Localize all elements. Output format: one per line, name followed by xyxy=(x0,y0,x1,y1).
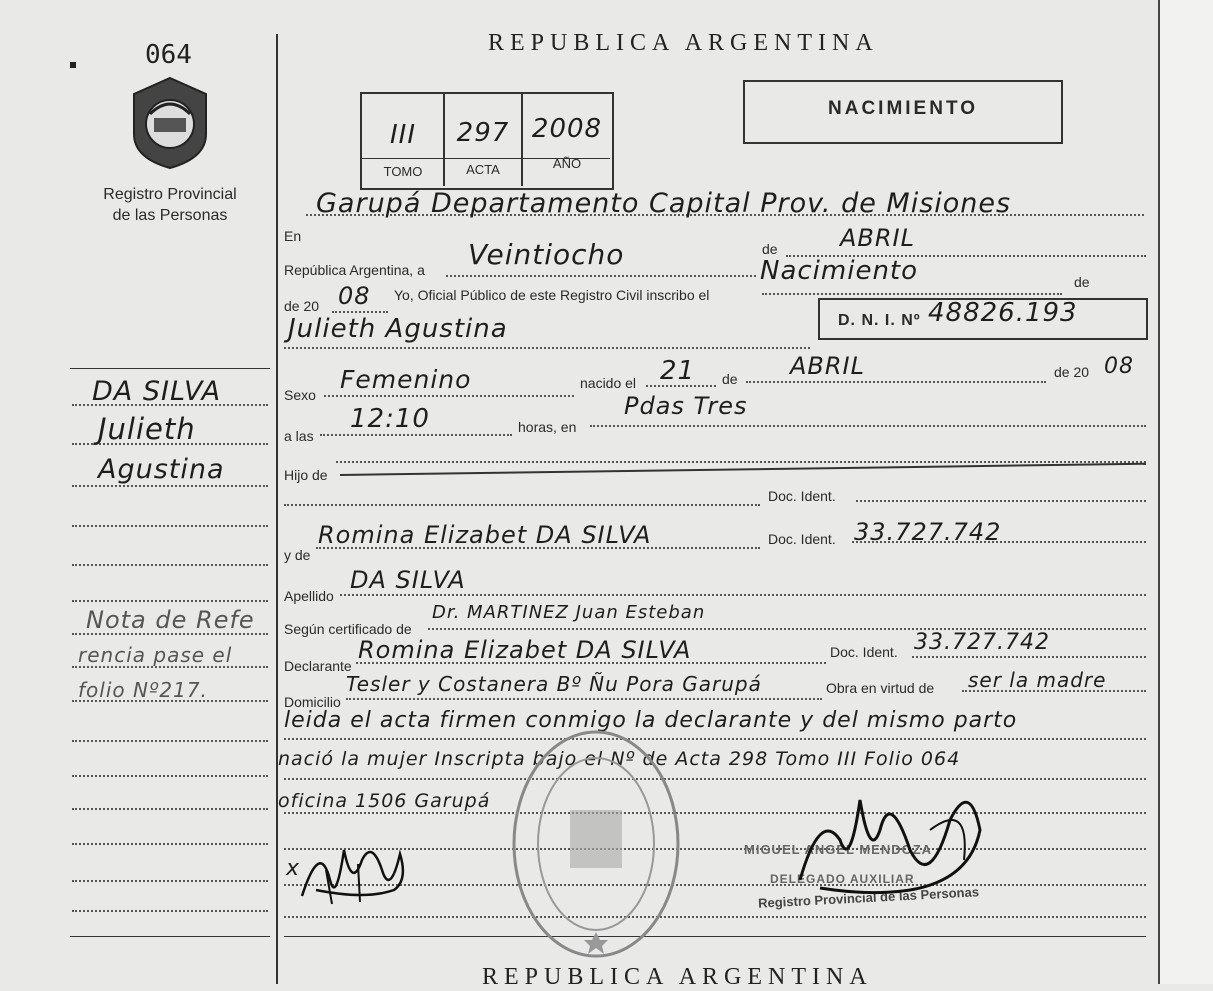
margin-dot-14 xyxy=(72,880,268,882)
tomo-acta-divider xyxy=(443,94,445,186)
hijo-strike xyxy=(340,463,1146,476)
declarante-value: Romina Elizabet DA SILVA xyxy=(358,636,692,664)
acta-label: ACTA xyxy=(466,162,500,177)
form-bottom-rule xyxy=(284,936,1146,937)
stamp-line-1: MIGUEL ANGEL MENDOZA xyxy=(744,842,933,857)
republica-label: República Argentina, a xyxy=(284,262,425,278)
acta-anio-divider xyxy=(521,94,523,186)
time-dots xyxy=(320,434,512,436)
text-dots-6 xyxy=(284,916,1146,918)
obra-value: ser la madre xyxy=(968,668,1107,692)
country-title: REPUBLICA ARGENTINA xyxy=(488,30,879,56)
margin-surname: DA SILVA xyxy=(92,376,222,407)
child-name-dots xyxy=(284,347,810,349)
margin-bottom-rule xyxy=(70,936,270,937)
alas-label: a las xyxy=(284,428,314,444)
record-type: NACIMIENTO xyxy=(828,98,978,119)
horas-label: horas, en xyxy=(518,419,577,435)
father-doc-dots-left xyxy=(284,504,760,506)
de20-label-2: de 20 xyxy=(1054,364,1090,380)
de-label-1: de xyxy=(762,241,778,257)
de-label-3: de xyxy=(722,371,738,387)
issuer-line-2: de las Personas xyxy=(112,207,228,224)
apellido-dots xyxy=(340,594,1146,596)
apellido-label: Apellido xyxy=(284,588,334,604)
hijo-dots xyxy=(336,461,1146,463)
text-line-2: nació la mujer Inscripta bajo el Nº de Acta 298 Tomo III Folio 064 xyxy=(278,748,961,770)
declarant-signature-icon xyxy=(296,830,416,906)
day-words: Veintiocho xyxy=(468,238,625,271)
officer-label: Yo, Oficial Público de este Registro Civil inscribo el xyxy=(394,287,710,303)
place-dots xyxy=(590,425,1146,427)
father-doc-dots xyxy=(856,500,1146,502)
page-right-edge xyxy=(1158,0,1213,984)
declarante-doc: 33.727.742 xyxy=(914,630,1050,655)
declarante-label: Declarante xyxy=(284,658,352,674)
domicilio-dots xyxy=(346,698,822,700)
year-dots xyxy=(332,311,388,313)
column-divider xyxy=(276,34,278,984)
father-doc-label: Doc. Ident. xyxy=(768,488,836,504)
birth-month-dots xyxy=(746,381,1046,383)
issuer-line-1: Registro Provincial xyxy=(103,186,237,203)
child-name: Julieth Agustina xyxy=(288,314,508,344)
tomo-value: III xyxy=(389,120,416,150)
domicilio-label: Domicilio xyxy=(284,694,341,710)
domicilio-value: Tesler y Costanera Bº Ñu Pora Garupá xyxy=(346,672,762,696)
officer-signature-icon xyxy=(780,770,1000,910)
footer-country-title: REPUBLICA ARGENTINA xyxy=(482,964,873,990)
mother-doc: 33.727.742 xyxy=(854,518,1002,546)
en-value: Garupá Departamento Capital Prov. de Misiones xyxy=(316,188,1012,219)
text-line-3: oficina 1506 Garupá xyxy=(278,790,491,812)
stamp-line-3: Registro Provincial de las Personas xyxy=(757,884,980,911)
text-dots-1 xyxy=(284,738,1146,740)
birth-month: ABRIL xyxy=(790,352,866,380)
margin-dot-10 xyxy=(72,740,268,742)
birth-year: 08 xyxy=(1104,354,1134,379)
birth-day: 21 xyxy=(660,356,696,386)
margin-dot-6 xyxy=(72,600,268,602)
de-label-2: de xyxy=(1074,274,1090,290)
stamp-line-2: DELEGADO AUXILIAR xyxy=(770,872,915,886)
day-dots xyxy=(446,275,756,277)
margin-top-rule xyxy=(70,368,270,369)
margin-dot-5 xyxy=(72,564,268,566)
text-line-1: leida el acta firmen conmigo la declarante y del mismo parto xyxy=(284,708,1018,733)
birth-time: 12:10 xyxy=(350,404,430,434)
yde-label: y de xyxy=(284,547,311,563)
declarante-doc-label: Doc. Ident. xyxy=(830,644,898,660)
anio-value: 2008 xyxy=(531,114,603,144)
mother-doc-label: Doc. Ident. xyxy=(768,531,836,547)
margin-name-2: Agustina xyxy=(98,454,225,485)
province-seal-icon xyxy=(128,74,212,170)
folio-dot xyxy=(70,62,76,68)
inscribe-dots xyxy=(762,293,1062,295)
declarante-doc-dots xyxy=(912,656,1146,658)
hijo-label: Hijo de xyxy=(284,467,328,483)
acta-value: 297 xyxy=(456,118,510,148)
text-dots-3 xyxy=(284,812,1146,814)
dni-value: 48826.193 xyxy=(928,298,1078,328)
sexo-dots xyxy=(324,395,574,397)
dni-label: D. N. I. Nº xyxy=(838,312,921,329)
birth-place: Pdas Tres xyxy=(624,392,748,420)
anio-label: AÑO xyxy=(552,156,582,171)
mother-name: Romina Elizabet DA SILVA xyxy=(318,521,652,549)
apellido-value: DA SILVA xyxy=(350,566,466,594)
margin-dot-11 xyxy=(72,775,268,777)
en-label: En xyxy=(284,228,302,244)
margin-dot-12 xyxy=(72,808,268,810)
sexo-label: Sexo xyxy=(284,387,316,403)
segun-label: Según certificado de xyxy=(284,621,412,637)
round-seal-icon xyxy=(508,726,684,962)
inscribe-value: Nacimiento xyxy=(760,256,919,286)
margin-dot-3 xyxy=(72,485,268,487)
text-dots-2 xyxy=(284,778,1146,780)
margin-note-3: folio Nº217. xyxy=(78,678,208,702)
de20-label: de 20 xyxy=(284,298,320,314)
segun-value: Dr. MARTINEZ Juan Esteban xyxy=(432,602,706,623)
registration-year: 08 xyxy=(338,282,371,310)
margin-note-2: rencia pase el xyxy=(78,643,233,667)
margin-note-1: Nota de Refe xyxy=(86,606,255,634)
registration-month: ABRIL xyxy=(840,224,916,252)
margin-signature-x: x xyxy=(286,856,301,881)
folio-number: 064 xyxy=(145,40,192,70)
margin-dot-4 xyxy=(72,525,268,527)
margin-name-1: Julieth xyxy=(98,412,196,446)
tomo-label: TOMO xyxy=(383,164,423,179)
margin-dot-13 xyxy=(72,843,268,845)
sexo-value: Femenino xyxy=(340,365,472,394)
margin-dot-15 xyxy=(72,910,268,912)
nacido-label: nacido el xyxy=(580,375,637,391)
obra-label: Obra en virtud de xyxy=(826,680,935,696)
